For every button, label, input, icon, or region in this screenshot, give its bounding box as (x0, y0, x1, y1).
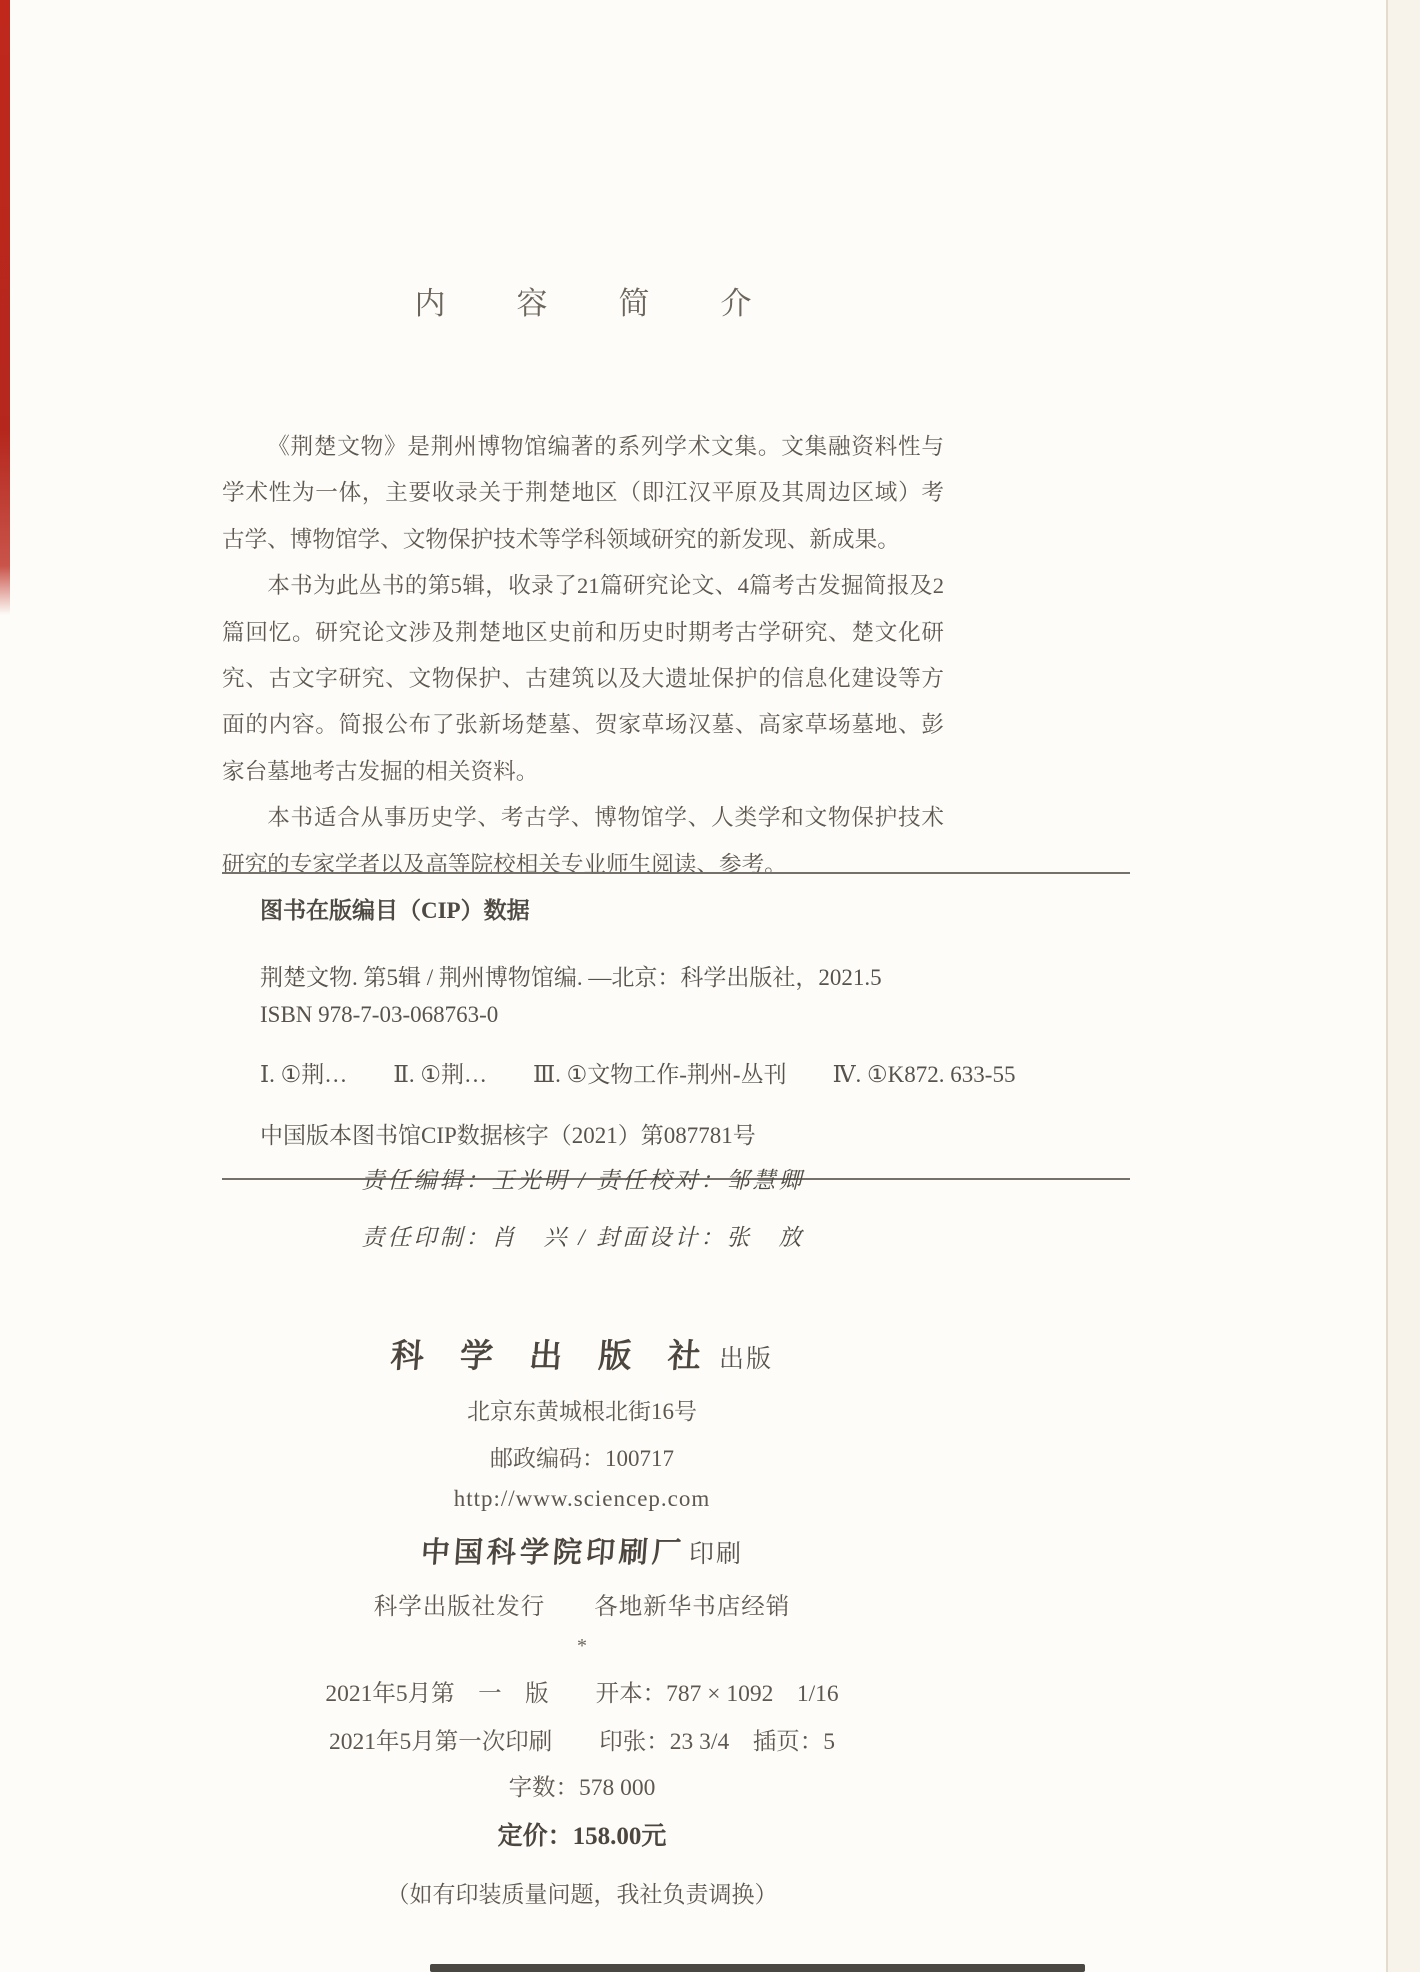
cip-classification: Ⅰ. ①荆… Ⅱ. ①荆… Ⅲ. ①文物工作-荆州-丛刊 Ⅳ. ①K872. 633-55 (260, 1062, 1016, 1087)
colophon (182, 1330, 982, 1909)
credits-editors-line: 责任编辑：王光明 / 责任校对：邹慧卿 (361, 1168, 805, 1193)
distribution-line: 科学出版社发行 各地新华书店经销 (373, 1594, 791, 1620)
publisher-postcode: 邮政编码：100717 (490, 1446, 674, 1471)
publisher-suffix: 出版 (718, 1346, 773, 1373)
editorial-credits (222, 1162, 944, 1276)
intro-paragraph-3: 本书适合从事历史学、考古学、博物馆学、人类学和文物保护技术研究的专家学者以及高等院校相关专业师生阅读、参考。 (222, 805, 944, 877)
intro-paragraph-1: 《荆楚文物》是荆州博物馆编著的系列学术文集。文集融资料性与学术性为一体，主要收录关于荆楚地区（即江汉平原及其周边区域）考古学、博物馆学、文物保护技术等学科领域研究的新发现、新成果。 (222, 434, 944, 552)
price: 定价：158.00元 (497, 1823, 667, 1850)
publisher-address: 北京东黄城根北街16号 (467, 1399, 697, 1424)
page-title: 内 容 简 介 (414, 286, 772, 321)
credits-print-design-line: 责任印制：肖 兴 / 封面设计：张 放 (361, 1225, 805, 1250)
scan-page-right-edge (1386, 0, 1420, 1972)
quality-note: （如有印装质量问题，我社负责调换） (386, 1882, 778, 1907)
word-count: 字数：578 000 (508, 1775, 656, 1801)
cip-record-number: 中国版本图书馆CIP数据核字（2021）第087781号 (260, 1123, 756, 1148)
publisher-line (182, 1330, 982, 1377)
separator-asterisk: * (577, 1635, 587, 1657)
printer-line (182, 1530, 982, 1571)
impression-sheets-line: 2021年5月第一次印刷 印张：23 3/4 插页：5 (329, 1729, 835, 1755)
printer-suffix: 印刷 (689, 1541, 744, 1568)
cip-isbn: ISBN 978-7-03-068763-0 (260, 1002, 499, 1027)
content-introduction (222, 424, 944, 888)
cip-data-box (222, 872, 1130, 1180)
publisher-logotype: 科 学 出 版 社 (389, 1339, 716, 1375)
cip-heading: 图书在版编目（CIP）数据 (260, 898, 530, 923)
scan-spine-red-strip (0, 0, 10, 615)
cip-title-statement: 荆楚文物. 第5辑 / 荆州博物馆编. —北京：科学出版社，2021.5 (260, 965, 882, 990)
publisher-website: http://www.sciencep.com (453, 1486, 711, 1511)
intro-paragraph-2: 本书为此丛书的第5辑，收录了21篇研究论文、4篇考古发掘简报及2篇回忆。研究论文涉及荆楚地区史前和历史时期考古学研究、楚文化研究、古文字研究、文物保护、古建筑以及大遗址保护的信息化建设等方面的内容。简报公布了张新场楚墓、贺家草场汉墓、高家草场墓地、彭家台墓地考古发掘的相关资料。 (222, 573, 944, 784)
scan-book-bottom-edge (430, 1964, 1085, 1972)
printer-logotype: 中国科学院印刷厂 (419, 1537, 686, 1569)
edition-format-line: 2021年5月第 一 版 开本：787 × 1092 1/16 (325, 1681, 839, 1707)
